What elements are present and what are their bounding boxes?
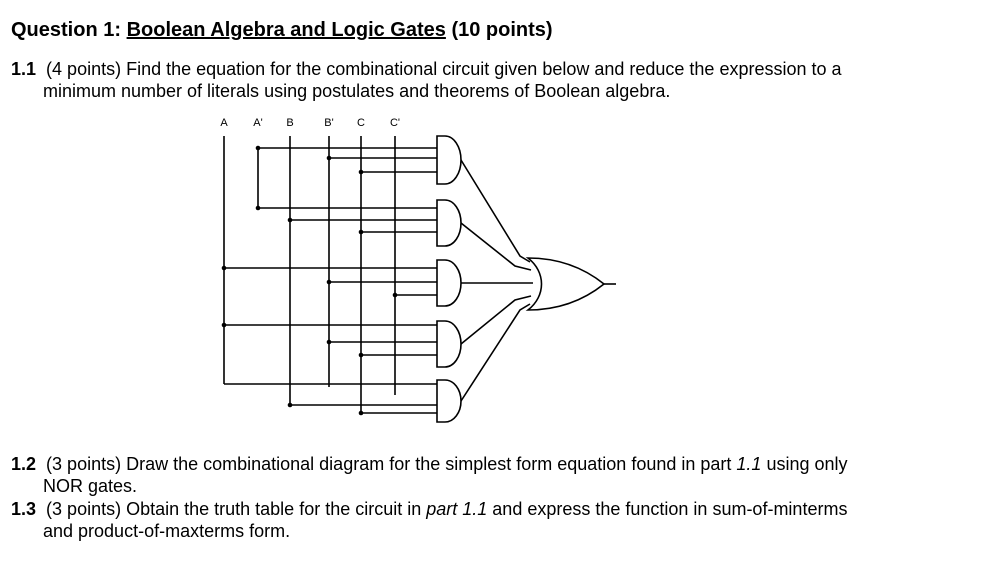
question-1-3 xyxy=(11,498,971,542)
input-label-a-not: A' xyxy=(253,117,263,129)
q2-number: 1.2 xyxy=(11,454,37,474)
q2-text-line2: NOR gates. xyxy=(43,476,138,496)
q3-text-b: and express the function in sum-of-minterms xyxy=(487,499,848,519)
q2-ref: 1.1 xyxy=(736,454,762,474)
q1-text-line1: (4 points) Find the equation for the combinational circuit given below and reduce the expression to a xyxy=(46,59,842,79)
input-label-b: B xyxy=(286,117,294,129)
and-gate-5 xyxy=(437,380,461,422)
or-gate xyxy=(528,258,604,310)
and-gate-2 xyxy=(437,200,461,246)
and-gate-4 xyxy=(437,321,461,367)
and-gate-3 xyxy=(437,260,461,306)
heading-prefix: Question 1: xyxy=(11,19,127,41)
q3-text-a: (3 points) Obtain the truth table for the circuit in xyxy=(46,499,427,519)
q2-text-a: (3 points) Draw the combinational diagram for the simplest form equation found in part xyxy=(46,454,737,474)
question-1-2 xyxy=(11,453,971,497)
q1-number: 1.1 xyxy=(11,59,37,79)
heading-points: (10 points) xyxy=(445,19,553,41)
q1-text-line2: minimum number of literals using postulates and theorems of Boolean algebra. xyxy=(43,81,671,101)
q2-text-b: using only xyxy=(761,454,848,474)
input-label-c-not: C' xyxy=(389,117,401,129)
q3-number: 1.3 xyxy=(11,499,37,519)
q3-text-line2: and product-of-maxterms form. xyxy=(43,521,291,541)
input-label-a: A xyxy=(220,117,228,129)
and-gate-1 xyxy=(437,136,461,184)
input-label-b-not: B' xyxy=(324,117,334,129)
q3-ref: part 1.1 xyxy=(426,499,488,519)
heading-title: Boolean Algebra and Logic Gates xyxy=(126,19,446,41)
input-label-c: C xyxy=(357,117,365,129)
